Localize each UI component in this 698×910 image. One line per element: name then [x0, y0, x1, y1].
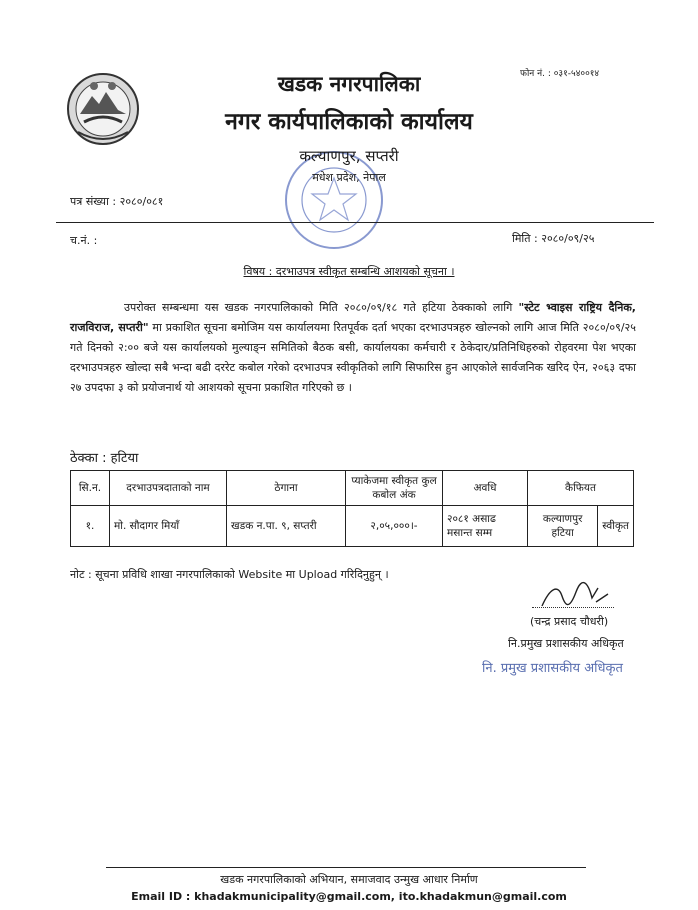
- footer-slogan: खडक नगरपालिकाको अभियान, समाजवाद उन्मुख आधार निर्माण: [220, 873, 478, 886]
- header-sn: सि.न.: [71, 471, 110, 506]
- cell-bidder: मो. सौदागर मियाँ: [110, 506, 227, 547]
- signatory-name: (चन्द्र प्रसाद चौधरी): [530, 615, 609, 628]
- signature-scribble: [536, 578, 614, 614]
- footer-email: Email ID : khadakmunicipality@gmail.com, ito.khadakmun@gmail.com: [131, 890, 567, 903]
- chalani-number: च.नं. :: [70, 234, 98, 247]
- subject-line: विषय : दरभाउपत्र स्वीकृत सम्बन्धि आशयको सूचना ।: [243, 265, 455, 278]
- organization-name: खडक नगरपालिका: [277, 72, 421, 96]
- cell-period: २०८१ असाढ मसान्त सम्म: [443, 506, 528, 547]
- table-header-row: [71, 471, 634, 506]
- cell-amount: २,०५,०००।-: [346, 506, 443, 547]
- designation-stamp: नि. प्रमुख प्रशासकीय अधिकृत: [482, 661, 623, 676]
- reference-number: पत्र संख्या : २०८०/०८१: [70, 195, 164, 208]
- signature-line: [532, 607, 614, 608]
- address-line-1: कल्याणपुर, सप्तरी: [299, 147, 399, 165]
- cell-status: स्वीकृत: [598, 506, 634, 547]
- signatory-title: नि.प्रमुख प्रशासकीय अधिकृत: [508, 637, 624, 650]
- header-divider: [56, 222, 654, 223]
- header-remarks: कैफियत: [528, 471, 634, 506]
- table-row: [71, 506, 634, 547]
- footer-divider: [106, 867, 586, 868]
- contract-label: ठेक्का : हटिया: [70, 451, 139, 466]
- address-line-2: मधेश प्रदेश, नेपाल: [312, 171, 386, 184]
- header-period: अवधि: [443, 471, 528, 506]
- cell-address: खडक न.पा. ९, सप्तरी: [227, 506, 346, 547]
- bid-table: [70, 470, 634, 547]
- office-name: नगर कार्यपालिकाको कार्यालय: [225, 109, 473, 135]
- cell-sn: १.: [71, 506, 110, 547]
- cell-place: कल्याणपुर हटिया: [528, 506, 598, 547]
- letter-date: मिति : २०८०/०९/२५: [512, 232, 595, 245]
- header-bidder: दरभाउपत्रदाताको नाम: [110, 471, 227, 506]
- phone-number: फोन नं. : ०३१-५४००१४: [520, 69, 600, 79]
- notice-body: उपरोक्त सम्बन्धमा यस खडक नगरपालिकाको मिति २०८०/०९/१८ गते हटिया ठेक्काको लागि "स्टेट भ्वाइस राष्ट्रिय दैनिक, राजविराज, सप्तरी" मा प्रकाशित सूचना बमोजिम यस कार्यालयमा रितपूर्वक दर्ता भएका दरभाउपत्रहरु खोल्नको लागि आज मिति २०८०/०९/२५ गते दिनको २:०० बजे यस कार्यालयको मुल्याङ्न समितिको बैठक बसी, कार्यालयका कर्मचारी र ठेकेदार/प्रतिनिधिहरुको रोहवरमा पेश भएका दरभाउपत्रहरु खोल्दा सबै भन्दा बढी दररेट कबोल गरेको दरभाउपत्र स्वीकृतिको लागि सिफारिस हुन आएकोले सार्वजनिक खरिद ऐन, २०६३ दफा २७ उपदफा ३ को प्रयोजनार्थ यो आशयको सूचना प्रकाशित गरिएको छ ।: [70, 301, 636, 394]
- header-amount: प्याकेजमा स्वीकृत कुल कबोल अंक: [346, 471, 443, 506]
- newspaper-name: "स्टेट भ्वाइस राष्ट्रिय दैनिक, राजविराज, सप्तरी": [70, 301, 636, 334]
- note-text: नोट : सूचना प्रविधि शाखा नगरपालिकाको Website मा Upload गरिदिनुहुन् ।: [70, 568, 389, 581]
- header-address: ठेगाना: [227, 471, 346, 506]
